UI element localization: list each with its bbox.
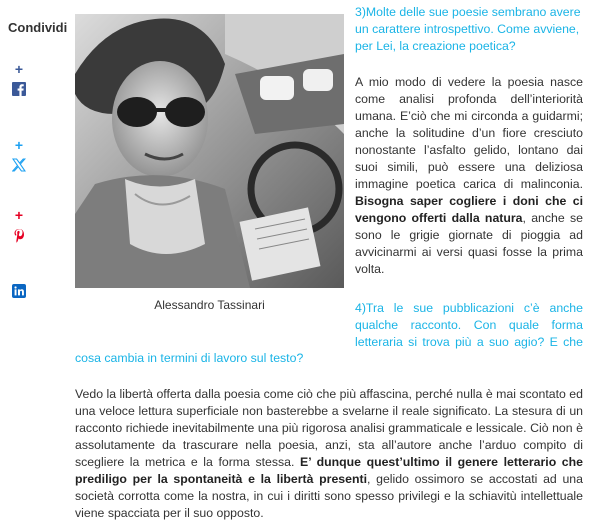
share-linkedin-button[interactable] [8,284,30,298]
share-pinterest-button[interactable] [8,208,30,243]
plus-icon: + [14,207,24,223]
share-facebook-button[interactable] [8,62,30,96]
facebook-icon [12,82,26,96]
plus-icon: + [14,61,24,77]
author-photo [75,14,344,288]
linkedin-icon [12,284,26,298]
share-x-button[interactable] [8,138,30,172]
question-3: 3)Molte delle sue poesie sembrano avere un carattere introspettivo. Come avviene, per Lei, la creazione poetica? [355,5,581,53]
answer-4: Vedo la libertà offerta dalla poesia come ciò che più affascina, perché nulla è mai scontato ed una veloce lettura superficiale non basterebbe a svelarne il reale significato. La stesura di un racconto richiede inevitabilmente una più rigorosa analisi grammaticale e lessicale. Ciò non è assolutamente da trascurare nella poesia, anzi, sta all’autore anche l’arduo compito di scegliere la metrica e la forma stessa. E’ dunque quest’ultimo il genere letterario che prediligo per la spontaneità e la libertà presenti, gelido ossimoro se accostati ad una società corrotta come la nostra, in cui i diritti sono spesso privilegi e la schiavitù intellettuale viene spacciata per il suo opposto. [75,387,583,520]
plus-icon: + [14,137,24,153]
answer-3: A mio modo di vedere la poesia nasce come analisi profonda dell’interiorità umana. E’ciò che mi circonda a guidarmi; anche la solitudine d’un fiore cresciuto nonostante l’asfalto gelido, lontano dai suoi simili, può essere una deliziosa immagine poetica carica di malinconia. Bisogna saper cogliere i doni che ci vengono offerti dalla natura, anche se sono le grigie giornate di pioggia ad avvicinarmi ai versi quasi fosse la prima volta. [355,75,583,276]
question-4-part-2: cosa cambia in termini di lavoro sul testo? [75,351,304,365]
x-icon [12,158,26,172]
share-title: Condividi [8,20,68,35]
photo-caption: Alessandro Tassinari [154,298,265,312]
pinterest-icon [13,228,25,243]
question-4-part-1: 4)Tra le sue pubblicazioni c’è anche qualche racconto. Con quale forma letteraria si trova più a suo agio? E che [355,301,583,349]
